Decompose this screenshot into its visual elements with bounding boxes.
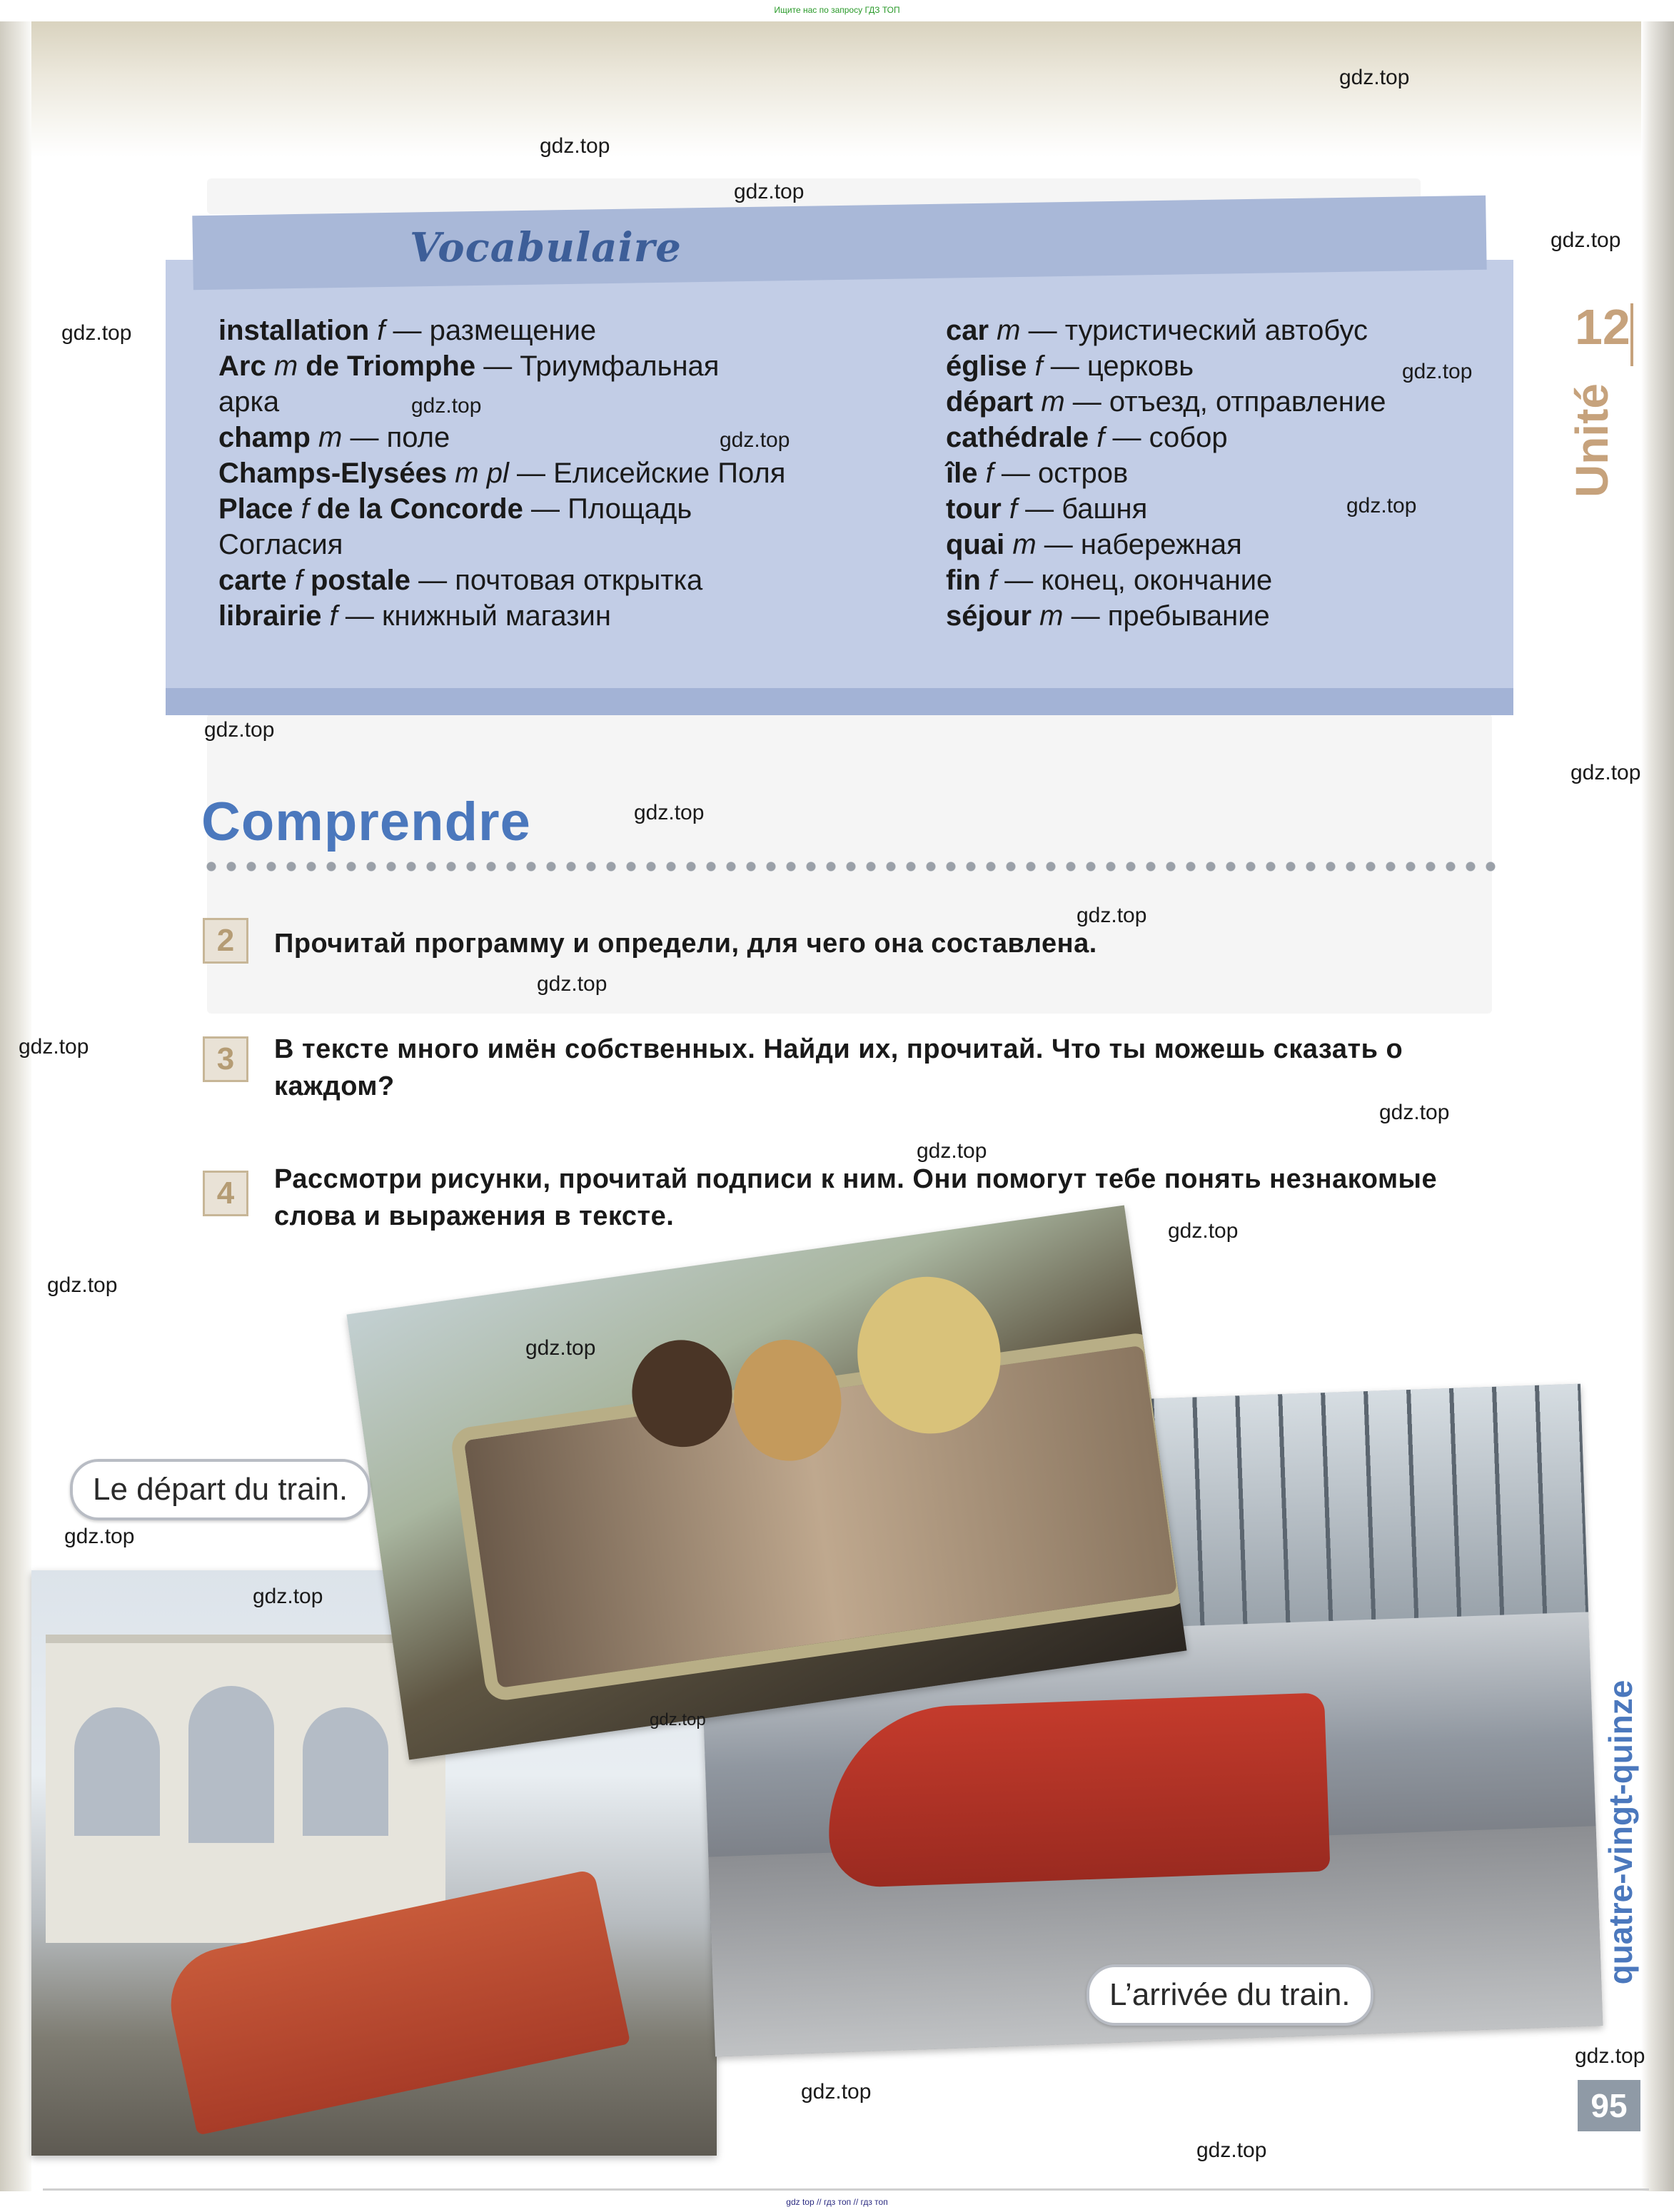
vocabulary-right-column [946,313,1386,634]
vocabulary-entry [218,527,785,562]
vocabulary-entry [946,384,1386,420]
vocabulary-term: champ [218,422,319,453]
vocabulary-gender: f [1096,422,1105,453]
watermark: gdz.top [1570,761,1641,784]
vocabulary-translation: — собор [1104,422,1228,453]
watermark: gdz.top [801,2080,872,2104]
vocabulary-translation: — церковь [1042,350,1194,382]
watermark: gdz.top [537,972,607,996]
vocabulary-term: postale [302,565,411,596]
vocabulary-translation: — Елисейские Поля [508,458,786,489]
caption-departure: Le départ du train. [70,1459,370,1520]
bottom-banner: gdz top // гдз топ // гдз топ [786,2197,888,2207]
vocabulary-term: île [946,458,986,489]
vocabulary-gender: f [294,565,303,596]
exercise-text: Прочитай программу и определи, для чего она составлена. [274,929,1097,959]
watermark: gdz.top [917,1139,987,1163]
page-edge-top [21,21,1674,157]
watermark: gdz.top [540,134,610,158]
watermark: gdz.top [1346,494,1417,517]
vocabulary-gender: f [1009,493,1017,525]
vocabulary-entry [946,562,1386,598]
vocabulary-translation: — остров [993,458,1129,489]
watermark: gdz.top [64,1525,135,1548]
vocabulary-translation: — отъезд, отправление [1064,386,1386,418]
vocabulary-entry [946,598,1386,634]
vocabulary-term: Place [218,493,301,525]
high-speed-train [825,1692,1330,1888]
station-arch [188,1686,274,1843]
vocabulary-gender: f [377,315,385,346]
vocabulary-entry [218,562,785,598]
page-edge-right [1641,21,1674,2191]
vocabulary-gender: m [318,422,343,453]
watermark: gdz.top [1168,1219,1239,1243]
vocabulary-term: installation [218,315,378,346]
section-title: Comprendre [201,792,531,852]
watermark: gdz.top [61,321,132,345]
vocabulary-entry [218,598,785,634]
vocabulary-term: de la Concorde [308,493,523,525]
watermark: gdz.top [734,180,805,203]
watermark: gdz.top [1379,1101,1450,1124]
vocabulary-term: église [946,350,1035,382]
vocabulary-translation: — Триумфальная [475,350,720,382]
vocabulary-term: fin [946,565,989,596]
vocabulary-term: séjour [946,600,1040,632]
vocabulary-translation: арка [218,386,280,418]
vocabulary-translation: — набережная [1036,529,1242,560]
vocabulary-entry [946,313,1386,348]
vocabulary-gender: f [1034,350,1043,382]
vocabulary-translation: — башня [1017,493,1148,525]
watermark: gdz.top [19,1035,89,1059]
vocabulary-gender: m [997,315,1021,346]
vocabulary-entry [218,313,785,348]
vocabulary-term: car [946,315,997,346]
unit-divider [1630,303,1633,366]
vocabulary-entry [218,455,785,491]
dotted-divider [201,861,1501,872]
exercise-number: 3 [203,1036,248,1082]
vocabulary-term: tour [946,493,1009,525]
watermark: gdz.top [1551,228,1621,252]
vocabulary-gender: m [1039,600,1064,632]
watermark: gdz.top [720,428,790,452]
station-building [46,1635,445,1943]
watermark: gdz.top [1575,2044,1645,2068]
vocabulary-translation: — почтовая открытка [410,565,703,596]
vocabulary-entry [946,455,1386,491]
watermark: gdz.top [253,1585,323,1608]
watermark: gdz.top [650,1710,706,1729]
station-arch [303,1707,388,1836]
vocabulary-entry [218,491,785,527]
vocabulary-term: de Triomphe [298,350,476,382]
vocabulary-term: librairie [218,600,330,632]
vocabulary-entry [946,491,1386,527]
vocabulary-gender: f [301,493,309,525]
vocabulary-entry [946,527,1386,562]
exercise-number: 4 [203,1171,248,1216]
watermark: gdz.top [1402,360,1473,383]
page-bottom-edge [43,2188,1649,2191]
vocabulary-entry [218,348,785,384]
vocabulary-translation: — Площадь [523,493,692,525]
vocabulary-entry [946,420,1386,455]
page-binding-left [0,21,31,2191]
vocabulary-translation: — конец, окончание [997,565,1273,596]
vocabulary-term: Arc [218,350,274,382]
vocabulary-term: cathédrale [946,422,1097,453]
vocabulary-gender: f [985,458,994,489]
watermark: gdz.top [1076,904,1147,927]
page-number: 95 [1578,2080,1640,2131]
vocabulary-gender: f [329,600,338,632]
watermark: gdz.top [47,1273,118,1297]
watermark: gdz.top [411,394,482,418]
watermark: gdz.top [634,801,705,824]
vocabulary-translation: — книжный магазин [337,600,611,632]
vocabulary-entry [946,348,1386,384]
vocabulary-gender: m pl [455,458,509,489]
vocabulary-translation: Согласия [218,529,343,560]
watermark: gdz.top [1196,2138,1267,2162]
exercise-text: В тексте много имён собственных. Найди их, прочитай. Что ты можешь сказать о каждом? [274,1034,1403,1101]
vocabulary-gender: m [1012,529,1037,560]
vocabulary-translation: — поле [342,422,450,453]
vocabulary-translation: — пребывание [1063,600,1270,632]
vocabulary-translation: — туристический автобус [1020,315,1368,346]
vocabulary-entry [218,384,785,420]
watermark: gdz.top [1339,66,1410,89]
exercise-number: 2 [203,918,248,964]
vocabulary-term: départ [946,386,1042,418]
vocabulary-title: Vocabulaire [410,224,682,271]
vocabulary-gender: m [1041,386,1065,418]
vocabulary-translation: — размещение [385,315,597,346]
unit-label: Unité [1566,383,1618,498]
vocabulary-term: carte [218,565,295,596]
vocabulary-box-shadow [166,688,1513,715]
unit-number: 12 [1575,299,1630,355]
vocabulary-entry [218,420,785,455]
page-number-words: quatre-vingt-quinze [1602,1680,1639,1985]
top-banner: Ищите нас по запросу ГДЗ ТОП [774,5,900,15]
caption-arrival: L’arrivée du train. [1086,1964,1373,2026]
vocabulary-gender: f [988,565,997,596]
vocabulary-term: Champs-Elysées [218,458,455,489]
exercise-text: Рассмотри рисунки, прочитай подписи к ним. Они помогут тебе понять незнакомые слова и выражения в тексте. [274,1164,1438,1231]
vocabulary-term: quai [946,529,1013,560]
watermark: gdz.top [204,718,275,742]
watermark: gdz.top [525,1336,596,1360]
vocabulary-gender: m [273,350,298,382]
station-arch [74,1707,160,1836]
vocabulary-left-column [218,313,785,634]
